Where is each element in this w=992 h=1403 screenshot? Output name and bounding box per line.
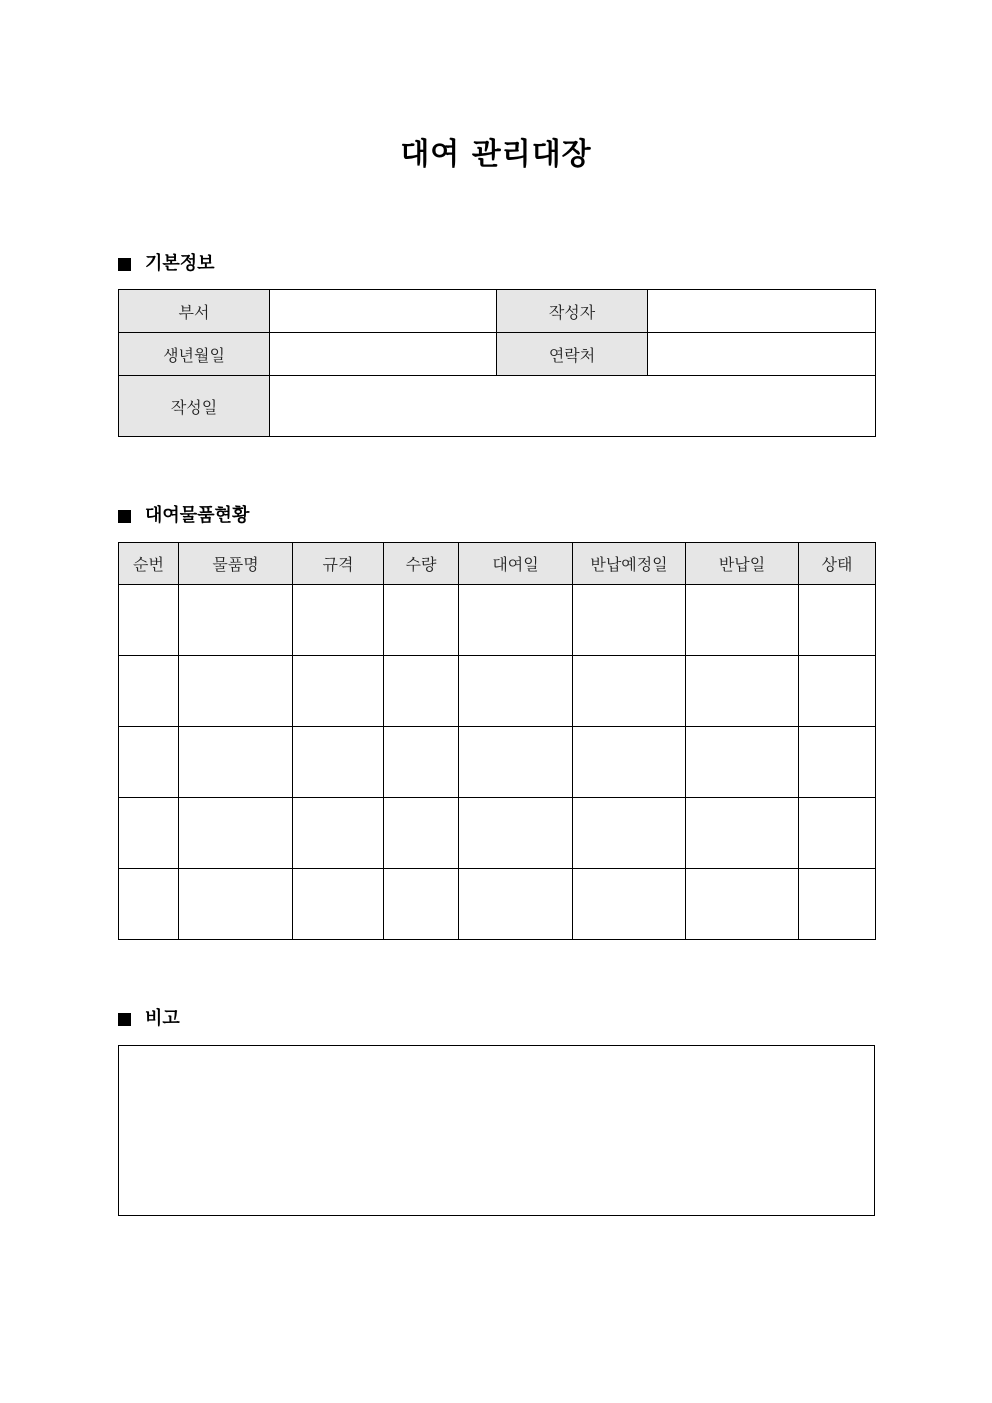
cell-number[interactable] [119, 656, 179, 727]
remarks-field[interactable] [118, 1045, 875, 1216]
basic-info-heading-text: 기본정보 [145, 253, 215, 274]
table-row [119, 869, 876, 940]
table-row [119, 656, 876, 727]
cell-item-name[interactable] [179, 727, 293, 798]
rental-items-heading-text: 대여물품현황 [145, 505, 250, 526]
column-header-item-name: 물품명 [179, 543, 293, 585]
basic-info-heading [118, 251, 215, 277]
written-date-label: 작성일 [119, 376, 270, 437]
contact-field[interactable] [648, 333, 876, 376]
basic-info-row [119, 290, 876, 333]
cell-number[interactable] [119, 727, 179, 798]
cell-rental-date[interactable] [459, 869, 573, 940]
author-field[interactable] [648, 290, 876, 333]
cell-due-date[interactable] [573, 727, 686, 798]
cell-due-date[interactable] [573, 585, 686, 656]
cell-return-date[interactable] [686, 869, 799, 940]
square-bullet-icon [118, 510, 131, 523]
column-header-due-date: 반납예정일 [573, 543, 686, 585]
table-row [119, 798, 876, 869]
cell-item-name[interactable] [179, 656, 293, 727]
document-title: 대여 관리대장 [400, 137, 592, 172]
author-label: 작성자 [497, 290, 648, 333]
cell-spec[interactable] [293, 585, 384, 656]
cell-return-date[interactable] [686, 585, 799, 656]
cell-rental-date[interactable] [459, 798, 573, 869]
cell-rental-date[interactable] [459, 727, 573, 798]
cell-quantity[interactable] [384, 798, 459, 869]
rental-items-table [118, 542, 876, 940]
cell-status[interactable] [799, 869, 876, 940]
cell-number[interactable] [119, 585, 179, 656]
table-header-row [119, 543, 876, 585]
cell-rental-date[interactable] [459, 656, 573, 727]
cell-due-date[interactable] [573, 869, 686, 940]
cell-return-date[interactable] [686, 727, 799, 798]
birthdate-label: 생년월일 [119, 333, 270, 376]
basic-info-table [118, 289, 876, 437]
cell-status[interactable] [799, 798, 876, 869]
cell-item-name[interactable] [179, 585, 293, 656]
column-header-status: 상태 [799, 543, 876, 585]
column-header-quantity: 수량 [384, 543, 459, 585]
cell-due-date[interactable] [573, 798, 686, 869]
cell-spec[interactable] [293, 798, 384, 869]
table-row [119, 585, 876, 656]
written-date-field[interactable] [270, 376, 876, 437]
cell-status[interactable] [799, 727, 876, 798]
cell-return-date[interactable] [686, 798, 799, 869]
cell-rental-date[interactable] [459, 585, 573, 656]
birthdate-field[interactable] [270, 333, 497, 376]
column-header-number: 순번 [119, 543, 179, 585]
cell-number[interactable] [119, 869, 179, 940]
department-field[interactable] [270, 290, 497, 333]
cell-quantity[interactable] [384, 869, 459, 940]
cell-quantity[interactable] [384, 585, 459, 656]
square-bullet-icon [118, 258, 131, 271]
department-label: 부서 [119, 290, 270, 333]
cell-item-name[interactable] [179, 798, 293, 869]
cell-spec[interactable] [293, 727, 384, 798]
remarks-heading-text: 비고 [145, 1008, 180, 1029]
contact-label: 연락처 [497, 333, 648, 376]
cell-status[interactable] [799, 656, 876, 727]
column-header-rental-date: 대여일 [459, 543, 573, 585]
column-header-return-date: 반납일 [686, 543, 799, 585]
cell-quantity[interactable] [384, 727, 459, 798]
table-row [119, 727, 876, 798]
square-bullet-icon [118, 1013, 131, 1026]
column-header-spec: 규격 [293, 543, 384, 585]
rental-items-heading [118, 503, 249, 529]
cell-quantity[interactable] [384, 656, 459, 727]
cell-status[interactable] [799, 585, 876, 656]
cell-spec[interactable] [293, 869, 384, 940]
cell-spec[interactable] [293, 656, 384, 727]
basic-info-row [119, 376, 876, 437]
cell-number[interactable] [119, 798, 179, 869]
cell-return-date[interactable] [686, 656, 799, 727]
cell-due-date[interactable] [573, 656, 686, 727]
basic-info-row [119, 333, 876, 376]
cell-item-name[interactable] [179, 869, 293, 940]
remarks-heading [118, 1006, 180, 1032]
